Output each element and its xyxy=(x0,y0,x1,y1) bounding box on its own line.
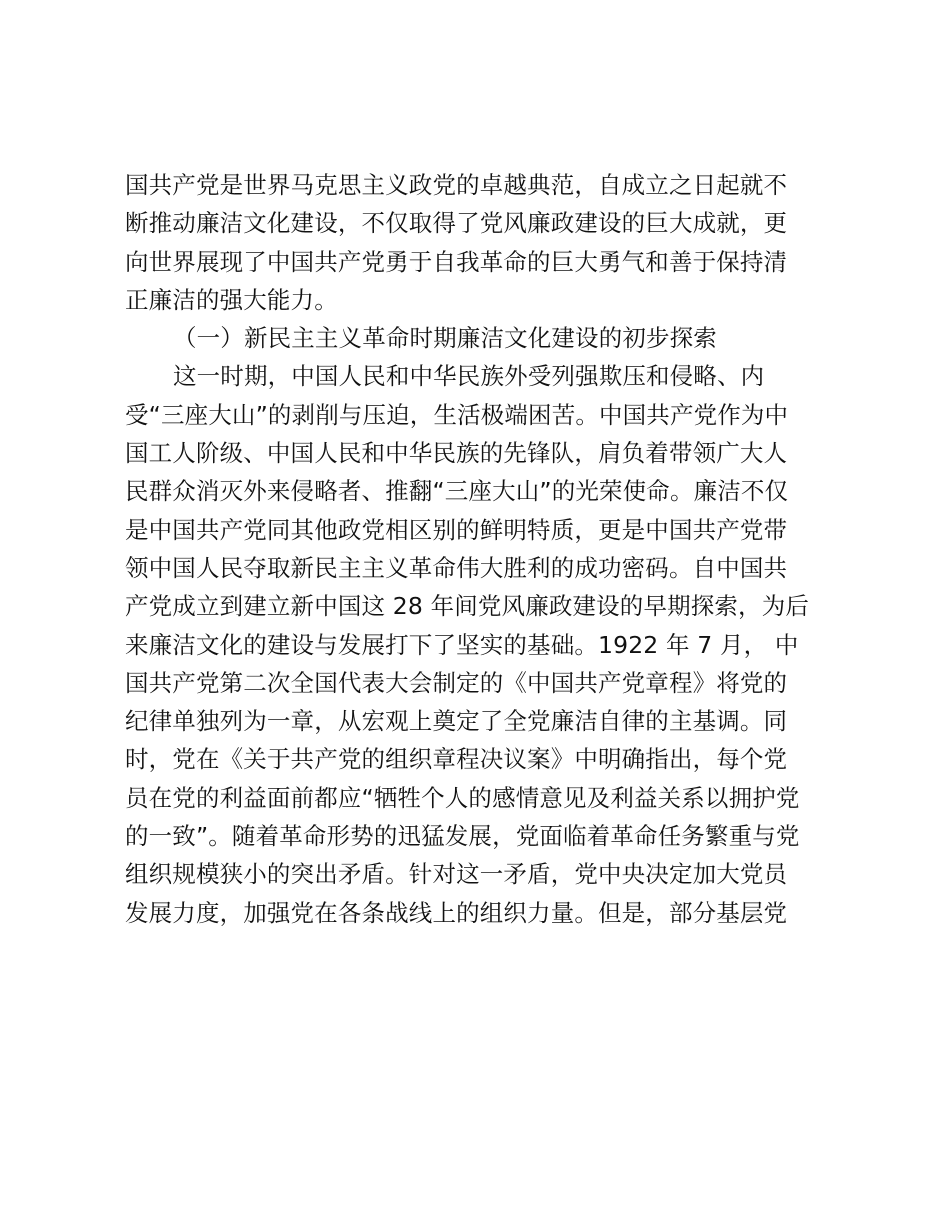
document-body xyxy=(125,166,845,932)
body-text-line: 国工人阶级、中国人民和中华民族的先锋队，肩负着带领广大人 xyxy=(125,439,788,468)
body-text-line: 国共产党是世界马克思主义政党的卓越典范，自成立之日起就不 xyxy=(125,171,788,199)
body-text-line: 的一致”。随着革命形势的迅猛发展，党面临着革命任务繁重与党 xyxy=(125,822,800,851)
body-text-line: 是中国共产党同其他政党相区别的鲜明特质，更是中国共产党带 xyxy=(125,515,788,544)
paragraph-first-line: 这一时期，中国人民和中华民族外受列强欺压和侵略、内 xyxy=(173,362,765,391)
body-text-line: 向世界展现了中国共产党勇于自我革命的巨大勇气和善于保持清 xyxy=(125,247,788,276)
body-text-line: 时，党在《关于共产党的组织章程决议案》中明确指出，每个党 xyxy=(125,745,788,774)
body-text-line: 断推动廉洁文化建设，不仅取得了党风廉政建设的巨大成就，更 xyxy=(125,209,788,238)
body-text-line: 产党成立到建立新中国这 28 年间党风廉政建设的早期探索，为后 xyxy=(125,592,809,621)
body-text-line: 正廉洁的强大能力。 xyxy=(125,285,338,314)
body-text-line: 组织规模狭小的突出矛盾。针对这一矛盾，党中央决定加大党员 xyxy=(125,860,788,889)
body-text-line: 来廉洁文化的建设与发展打下了坚实的基础。1922 年 7 月， 中 xyxy=(125,630,799,659)
section-heading: （一）新民主主义革命时期廉洁文化建设的初步探索 xyxy=(173,324,717,353)
body-text-line: 国共产党第二次全国代表大会制定的《中国共产党章程》将党的 xyxy=(125,668,788,697)
body-text-line: 员在党的利益面前都应“牺牲个人的感情意见及利益关系以拥护党 xyxy=(125,783,800,812)
body-text-line: 领中国人民夺取新民主主义革命伟大胜利的成功密码。自中国共 xyxy=(125,553,788,582)
body-text-line: 发展力度，加强党在各条战线上的组织力量。但是，部分基层党 xyxy=(125,898,788,927)
body-text-line: 纪律单独列为一章，从宏观上奠定了全党廉洁自律的主基调。同 xyxy=(125,707,788,736)
body-text-line: 民群众消灭外来侵略者、推翻“三座大山”的光荣使命。廉洁不仅 xyxy=(125,477,789,506)
body-text-line: 受“三座大山”的剥削与压迫，生活极端困苦。中国共产党作为中 xyxy=(125,400,789,429)
